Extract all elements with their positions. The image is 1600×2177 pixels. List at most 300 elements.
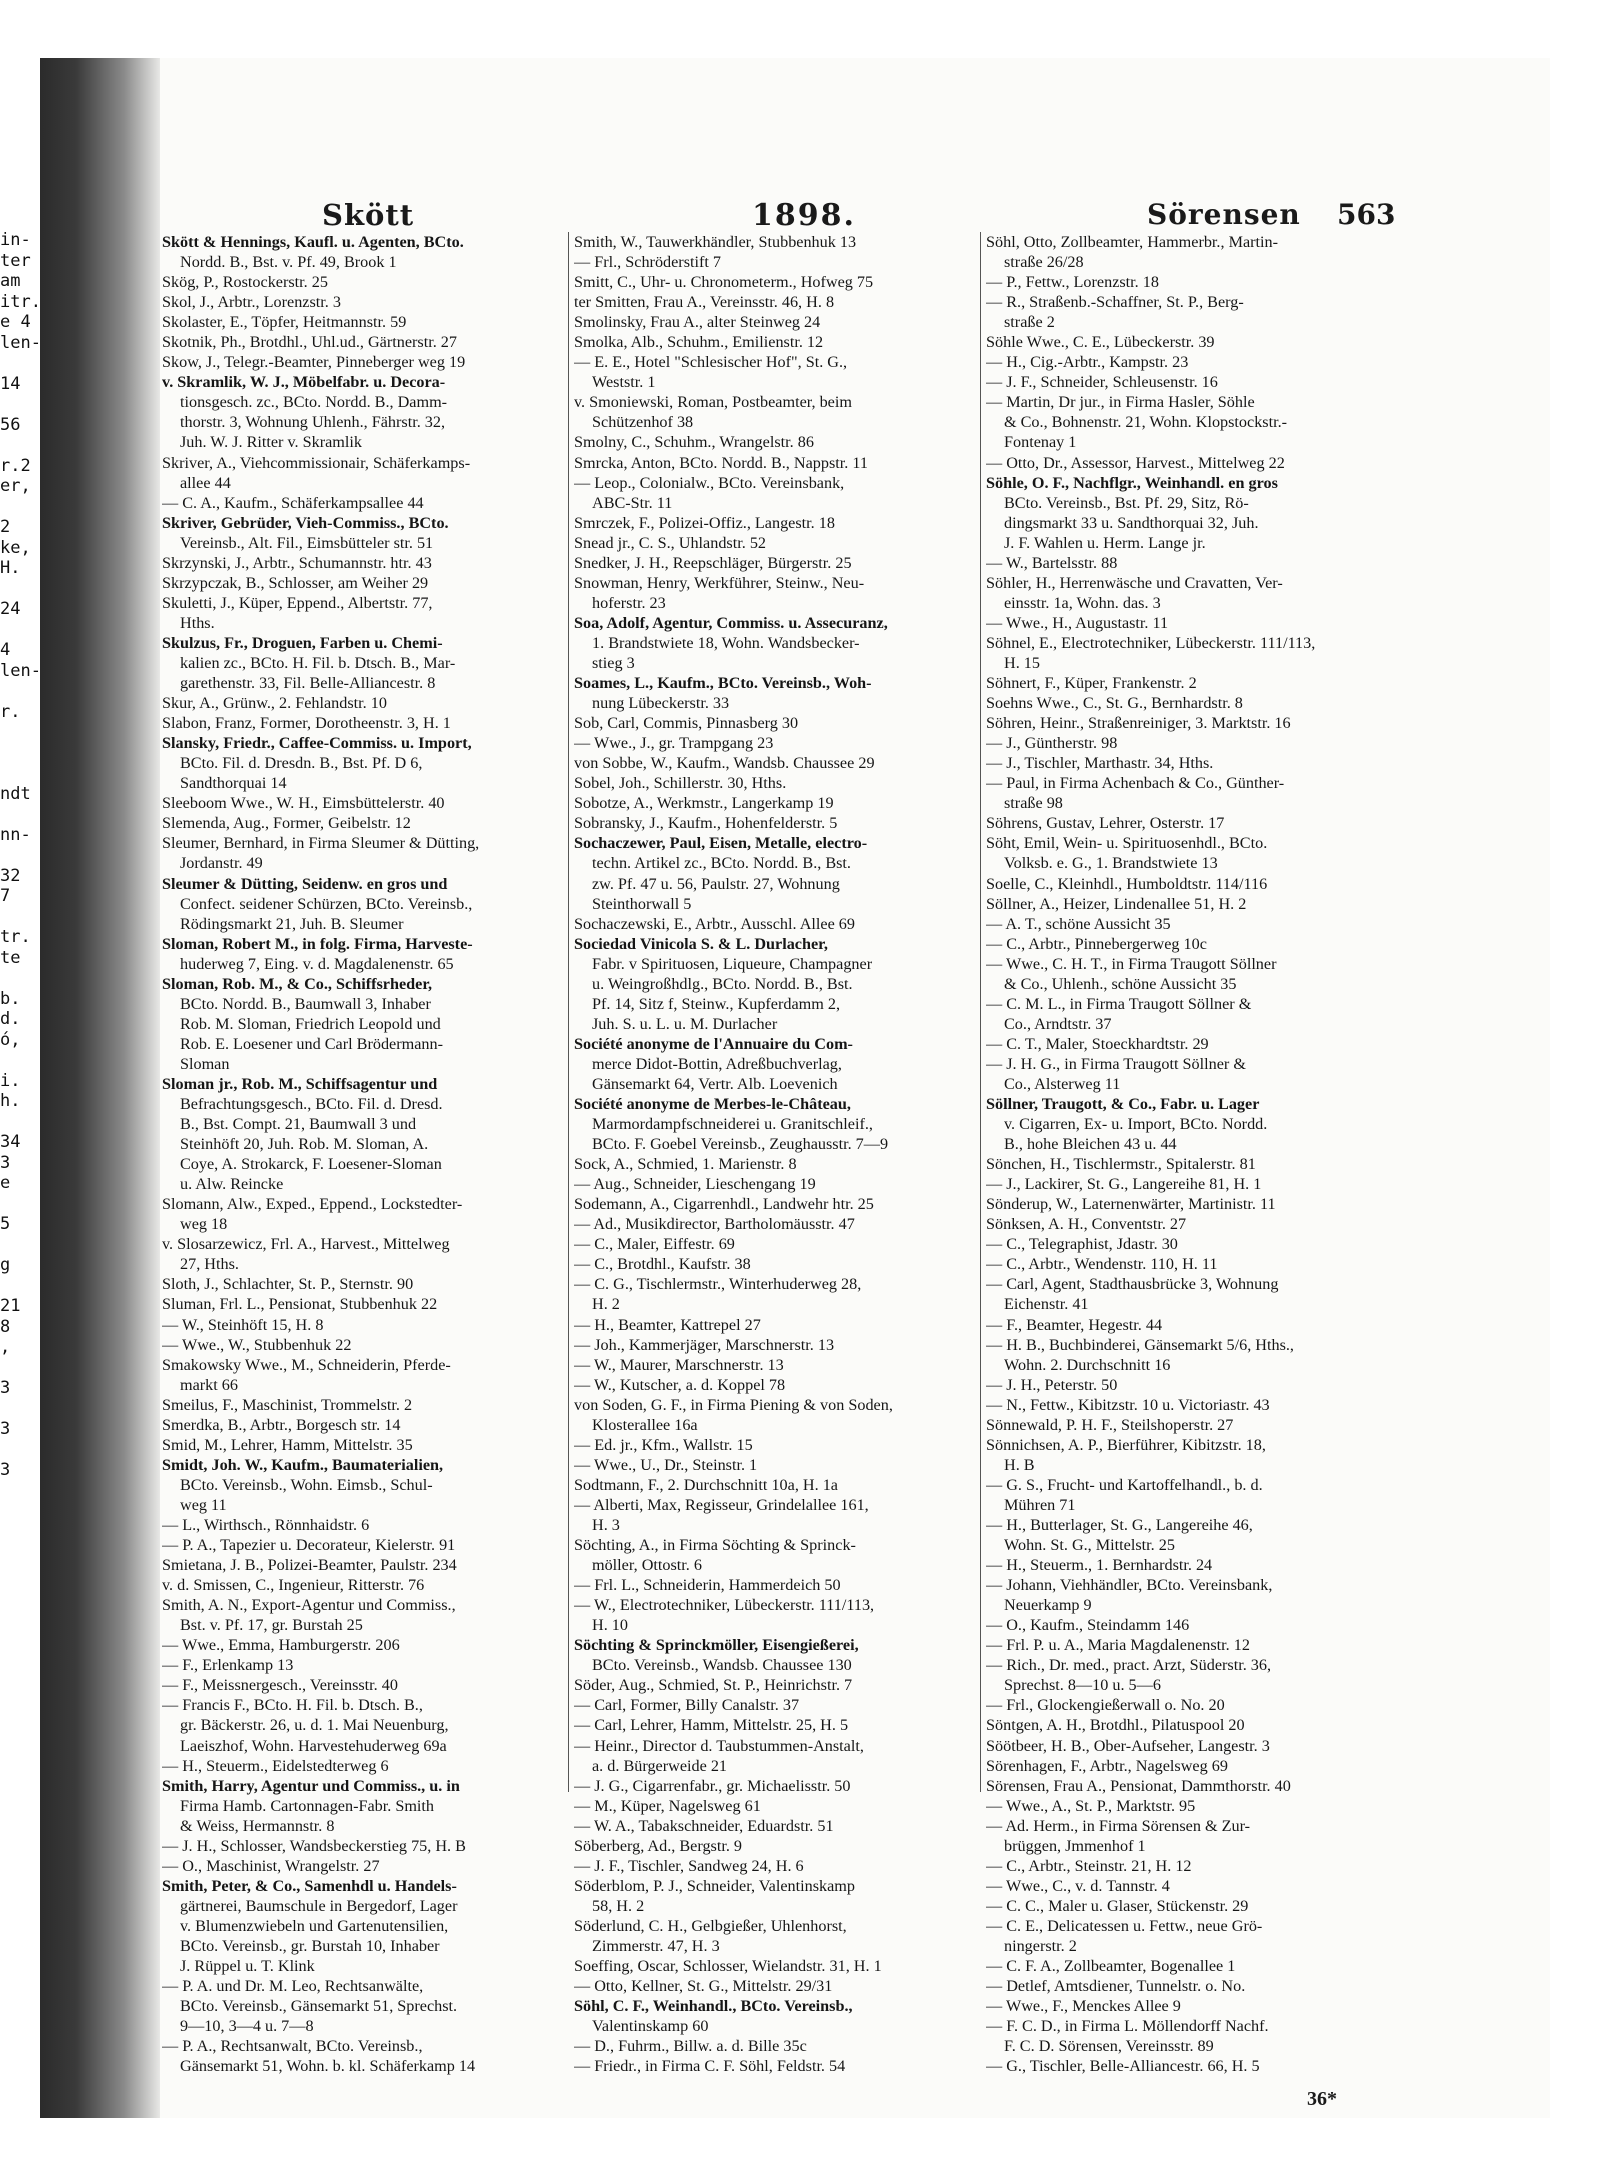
directory-entry: — Frl., Schröderstift 7 [574,253,722,272]
directory-entry: Soa, Adolf, Agentur, Commiss. u. Assecuranz, [574,613,888,632]
directory-entry: — G., Tischler, Belle-Alliancestr. 66, H. 5 [986,2057,1260,2076]
entry-continuation-line: Gänsemarkt 64, Vertr. Alb. Loevenich [592,1074,838,1093]
directory-column-1 [162,232,564,2076]
previous-page-fragment [0,1481,85,1502]
previous-page-fragment: er, [0,476,31,496]
previous-page-fragment [0,743,85,764]
entry-continuation-line: zw. Pf. 47 u. 56, Paulstr. 27, Wohnung [592,874,840,893]
directory-entry: Skrzynski, J., Arbtr., Schumannstr. htr. 43 [162,553,432,572]
directory-entry: Sochaczewer, Paul, Eisen, Metalle, electro- [574,834,868,853]
entry-continuation-line: Nordd. B., Bst. v. Pf. 49, Brook 1 [180,253,397,272]
previous-page-fragment [0,497,85,518]
previous-page-fragment [0,1112,85,1133]
directory-entry: — Wwe., Emma, Hamburgerstr. 206 [162,1636,400,1655]
entry-continuation-line: huderweg 7, Eing. v. d. Magdalenenstr. 65 [180,954,454,973]
entry-continuation-line: straße 2 [1004,313,1055,332]
directory-entry: Söhnel, E., Electrotechniker, Lübeckerstr. 111/113, [986,633,1316,652]
directory-entry: Slabon, Franz, Former, Dorotheenstr. 3, H. 1 [162,714,451,733]
entry-continuation-line: J. F. Wahlen u. Herm. Lange jr. [1004,533,1206,552]
previous-page-fragment: 24 [0,599,21,619]
directory-entry: Sochaczewski, E., Arbtr., Ausschl. Allee 69 [574,914,855,933]
entry-continuation-line: Gänsemarkt 51, Wohn. b. kl. Schäferkamp 14 [180,2057,476,2076]
previous-page-fragment: g [0,1255,11,1275]
directory-entry: — F., Meissnergesch., Vereinsstr. 40 [162,1676,398,1695]
entry-continuation-line: ningerstr. 2 [1004,1936,1077,1955]
directory-entry: Soehns Wwe., C., St. G., Bernhardstr. 8 [986,694,1243,713]
directory-entry: Skol, J., Arbtr., Lorenzstr. 3 [162,293,341,312]
entry-continuation-line: Laeiszhof, Wohn. Harvestehuderweg 69a [180,1736,447,1755]
directory-entry: — Joh., Kammerjäger, Marschnerstr. 13 [574,1335,835,1354]
directory-entry: — Detlef, Amtsdiener, Tunnelstr. o. No. [986,1977,1246,1996]
previous-page-fragment: i. [0,1070,21,1091]
directory-entry: — Ed. jr., Kfm., Wallstr. 15 [574,1435,753,1454]
previous-page-fragment: 3 [0,1460,11,1480]
directory-entry: Sodemann, A., Cigarrenhdl., Landwehr htr. 25 [574,1195,874,1214]
previous-page-fragment [0,968,85,989]
directory-entry: — H., Steuerm., Eidelstedterweg 6 [162,1756,389,1775]
entry-continuation-line: Schützenhof 38 [592,413,694,432]
entry-continuation-line: Sandthorquai 14 [180,774,287,793]
directory-entry: — Wwe., H., Augustastr. 11 [986,613,1169,632]
directory-entry: Söhle, O. F., Nachflgr., Weinhandl. en gros [986,473,1278,492]
header-left-keyword: Skött [322,198,415,232]
entry-continuation-line: Firma Hamb. Cartonnagen-Fabr. Smith [180,1796,435,1815]
directory-entry: Söötbeer, H. B., Ober-Aufseher, Langestr. 3 [986,1736,1270,1755]
entry-continuation-line: H. 10 [592,1616,628,1635]
entry-continuation-line: merce Didot-Bottin, Adreßbuchverlag, [592,1054,842,1073]
directory-entry: Sönksen, A. H., Conventstr. 27 [986,1215,1187,1234]
entry-continuation-line: Volksb. e. G., 1. Brandstwiete 13 [1004,854,1218,873]
entry-continuation-line: 27, Hths. [180,1255,239,1274]
directory-entry: von Sobbe, W., Kaufm., Wandsb. Chaussee 29 [574,754,875,773]
previous-page-fragment [0,435,85,456]
entry-continuation-line: Pf. 14, Sitz f, Steinw., Kupferdamm 2, [592,994,841,1013]
directory-entry: Smeilus, F., Maschinist, Trommelstr. 2 [162,1395,413,1414]
previous-page-fragment: ke, [0,537,31,558]
directory-entry: — H., Beamter, Kattrepel 27 [574,1315,761,1334]
directory-entry: Soeffing, Oscar, Schlosser, Wielandstr. 31, H. 1 [574,1957,882,1976]
entry-continuation-line: Juh. S. u. L. u. M. Durlacher [592,1014,778,1033]
previous-page-fragment: H. [0,558,21,578]
entry-continuation-line: v. Cigarren, Ex- u. Import, BCto. Nordd. [1004,1115,1268,1134]
page-number: 563 [1337,198,1396,231]
entry-continuation-line: Juh. W. J. Ritter v. Skramlik [180,433,362,452]
previous-page-fragment: te [0,947,21,968]
previous-page-fragment [0,763,85,784]
entry-continuation-line: BCto. Vereinsb., gr. Burstah 10, Inhaber [180,1936,440,1955]
directory-entry: Sock, A., Schmied, 1. Marienstr. 8 [574,1155,797,1174]
previous-page-fragment: ó, [0,1029,21,1050]
directory-entry: Smolinsky, Frau A., alter Steinweg 24 [574,313,821,332]
previous-page-fragment: r. [0,701,21,722]
header-year: 1898. [752,198,856,233]
entry-continuation-line: stieg 3 [592,653,635,672]
previous-page-fragment [0,1501,85,1522]
directory-entry: — J. F., Tischler, Sandweg 24, H. 6 [574,1856,804,1875]
previous-page-fragment [0,579,85,600]
previous-page-fragment: 4 [0,640,11,660]
entry-continuation-line: Bst. v. Pf. 17, gr. Burstah 25 [180,1616,363,1635]
directory-entry: Soames, L., Kaufm., BCto. Vereinsb., Woh- [574,674,872,693]
directory-entry: — J., Tischler, Marthastr. 34, Hths. [986,754,1214,773]
previous-page-fragment: 3 [0,1378,11,1398]
directory-entry: Sleeboom Wwe., W. H., Eimsbüttelerstr. 40 [162,794,445,813]
column-divider [980,232,981,1792]
previous-page-fragment: nn- [0,824,31,845]
entry-continuation-line: BCto. Vereinsb., Wohn. Eimsb., Schul- [180,1475,433,1494]
directory-entry: Smith, Peter, & Co., Samenhdl u. Handels- [162,1876,457,1895]
directory-entry: Söder, Aug., Schmied, St. P., Heinrichstr. 7 [574,1676,853,1695]
previous-page-fragment [0,1235,85,1256]
directory-entry: Sönderup, W., Laternenwärter, Martinistr. 11 [986,1195,1276,1214]
entry-continuation-line: Steinhöft 20, Juh. Rob. M. Sloman, A. [180,1135,429,1154]
directory-entry: Skriver, Gebrüder, Vieh-Commiss., BCto. [162,513,449,532]
directory-entry: — C., Arbtr., Steinstr. 21, H. 12 [986,1856,1192,1875]
directory-entry: Snowman, Henry, Werkführer, Steinw., Neu- [574,573,865,592]
directory-entry: Smrcka, Anton, BCto. Nordd. B., Nappstr. 11 [574,453,868,472]
signature-mark: 36* [1307,2088,1337,2110]
directory-entry: — D., Fuhrm., Billw. a. d. Bille 35c [574,2037,807,2056]
entry-continuation-line: H. 15 [1004,653,1040,672]
directory-entry: — E. E., Hotel "Schlesischer Hof", St. G., [574,353,848,372]
directory-entry: — J. H., Peterstr. 50 [986,1375,1118,1394]
previous-page-fragment: 8 [0,1316,11,1337]
entry-continuation-line: kalien zc., BCto. H. Fil. b. Dtsch. B., Mar- [180,653,456,672]
directory-entry: Söhren, Heinr., Straßenreiniger, 3. Marktstr. 16 [986,714,1291,733]
directory-entry: Söhnert, F., Küper, Frankenstr. 2 [986,674,1197,693]
directory-entry: — Leop., Colonialw., BCto. Vereinsbank, [574,473,845,492]
previous-page-fragment: 56 [0,414,21,435]
directory-entry: Söllner, Traugott, & Co., Fabr. u. Lager [986,1095,1260,1114]
entry-continuation-line: Mühren 71 [1004,1495,1076,1514]
directory-entry: Smitt, C., Uhr- u. Chronometerm., Hofweg 75 [574,273,874,292]
previous-page-fragment: r.2 [0,455,31,476]
directory-entry: — Wwe., U., Dr., Steinstr. 1 [574,1455,758,1474]
directory-entry: — Rich., Dr. med., pract. Arzt, Süderstr. 36, [986,1656,1272,1675]
directory-entry: Smietana, J. B., Polizei-Beamter, Paulstr. 234 [162,1556,457,1575]
entry-continuation-line: Weststr. 1 [592,373,656,392]
previous-page-fragment [0,394,85,415]
directory-entry: — P. A., Tapezier u. Decorateur, Kielerstr. 91 [162,1536,456,1555]
entry-continuation-line: weg 18 [180,1215,228,1234]
directory-entry: Skulzus, Fr., Droguen, Farben u. Chemi- [162,633,443,652]
entry-continuation-line: möller, Ottostr. 6 [592,1556,702,1575]
directory-entry: Smerdka, B., Arbtr., Borgesch str. 14 [162,1415,401,1434]
directory-column-3 [986,232,1388,2076]
directory-entry: — C. M. L., in Firma Traugott Söllner & [986,994,1252,1013]
entry-continuation-line: ABC-Str. 11 [592,493,673,512]
previous-page-fragment: , [0,1337,11,1357]
entry-continuation-line: einsstr. 1a, Wohn. das. 3 [1004,593,1161,612]
entry-continuation-line: H. 3 [592,1516,620,1534]
entry-continuation-line: 58, H. 2 [592,1896,645,1915]
directory-entry: Snead jr., C. S., Uhlandstr. 52 [574,533,767,552]
entry-continuation-line: thorstr. 3, Wohnung Uhlenh., Fährstr. 32, [180,413,446,432]
directory-entry: Sleumer & Dütting, Seidenw. en gros und [162,874,448,893]
entry-continuation-line: Co., Arndtstr. 37 [1004,1014,1112,1033]
directory-entry: — A. T., schöne Aussicht 35 [986,914,1171,933]
directory-entry: Sloman, Robert M., in folg. Firma, Harveste- [162,934,473,953]
entry-continuation-line: Fontenay 1 [1004,433,1077,452]
directory-entry: — P. A. und Dr. M. Leo, Rechtsanwälte, [162,1977,424,1996]
directory-entry: Smidt, Joh. W., Kaufm., Baumaterialien, [162,1455,444,1474]
previous-page-fragment: 5 [0,1214,11,1234]
directory-entry: Sönchen, H., Tischlermstr., Spitalerstr. 81 [986,1155,1256,1174]
entry-continuation-line: Marmordampfschneiderei u. Granitschleif., [592,1115,873,1134]
directory-entry: Sobel, Joh., Schillerstr. 30, Hths. [574,774,787,793]
directory-entry: — C., Arbtr., Pinnebergerweg 10c [986,934,1207,953]
previous-page-fragment: e 4 [0,312,31,332]
directory-entry: — Wwe., C., v. d. Tannstr. 4 [986,1876,1170,1895]
previous-page-fragment [0,1276,85,1297]
entry-continuation-line: & Co., Uhlenh., schöne Aussicht 35 [1004,974,1237,993]
directory-entry: Sobotze, A., Werkmstr., Langerkamp 19 [574,794,834,813]
directory-entry: — C. C., Maler u. Glaser, Stückenstr. 29 [986,1896,1249,1915]
directory-entry: Sodtmann, F., 2. Durchschnitt 10a, H. 1a [574,1475,838,1494]
directory-entry: — Ad. Herm., in Firma Sörensen & Zur- [986,1816,1251,1835]
directory-entry: Sloman, Rob. M., & Co., Schiffsrheder, [162,974,433,993]
previous-page-fragment: b. [0,988,21,1009]
previous-page-fragment [0,1399,85,1420]
directory-entry: — Otto, Dr., Assessor, Harvest., Mittelweg 22 [986,453,1285,472]
previous-page-fragment: ndt [0,783,31,804]
directory-entry: — Alberti, Max, Regisseur, Grindelallee 161, [574,1495,869,1514]
directory-entry: — Ad., Musikdirector, Bartholomäusstr. 47 [574,1215,855,1234]
directory-entry: — C. G., Tischlermstr., Winterhuderweg 28, [574,1275,862,1294]
directory-entry: — Francis F., BCto. H. Fil. b. Dtsch. B., [162,1696,423,1715]
entry-continuation-line: a. d. Bürgerweide 21 [592,1756,728,1775]
directory-entry: Söderblom, P. J., Schneider, Valentinskamp [574,1876,855,1895]
entry-continuation-line: brüggen, Jmmenhof 1 [1004,1836,1146,1855]
entry-continuation-line: 1. Brandstwiete 18, Wohn. Wandsbecker- [592,633,860,652]
entry-continuation-line: Vereinsb., Alt. Fil., Eimsbütteler str. 51 [180,533,434,552]
directory-entry: Söht, Emil, Wein- u. Spirituosenhdl., BCto. [986,834,1268,853]
entry-continuation-line: nung Lübeckerstr. 33 [592,694,730,713]
entry-continuation-line: Rödingsmarkt 21, Juh. B. Sleumer [180,914,404,933]
directory-column-2 [574,232,976,2076]
directory-entry: — Frl. P. u. A., Maria Magdalenenstr. 12 [986,1636,1250,1655]
entry-continuation-line: gärtnerei, Baumschule in Bergedorf, Lager [180,1896,458,1915]
directory-entry: Söhl, Otto, Zollbeamter, Hammerbr., Martin- [986,233,1279,251]
directory-entry: Söderlund, C. H., Gelbgießer, Uhlenhorst, [574,1916,847,1935]
directory-entry: Slomann, Alw., Exped., Eppend., Lockstedter- [162,1195,463,1214]
directory-entry: v. Skramlik, W. J., Möbelfabr. u. Decora- [162,373,446,392]
directory-entry: Snedker, J. H., Reepschläger, Bürgerstr. 25 [574,553,852,572]
previous-page-fragment: 14 [0,373,21,394]
previous-page-fragment [0,1522,85,1543]
directory-entry: — J. H., Schlosser, Wandsbeckerstieg 75, H. B [162,1836,466,1855]
entry-continuation-line: straße 98 [1004,794,1063,813]
previous-page-fragment [0,845,85,866]
directory-entry: Söchting & Sprinckmöller, Eisengießerei, [574,1636,859,1655]
entry-continuation-line: allee 44 [180,473,231,492]
directory-entry: Söhle Wwe., C. E., Lübeckerstr. 39 [986,333,1215,352]
directory-entry: Société anonyme de Merbes-le-Château, [574,1095,851,1114]
entry-continuation-line: Klosterallee 16a [592,1415,698,1434]
directory-entry: — Frl. L., Schneiderin, Hammerdeich 50 [574,1576,841,1595]
directory-entry: — H., Steuerm., 1. Bernhardstr. 24 [986,1556,1213,1575]
entry-continuation-line: hoferstr. 23 [592,593,666,612]
entry-continuation-line: Eichenstr. 41 [1004,1295,1089,1314]
directory-entry: — C. E., Delicatessen u. Fettw., neue Grö- [986,1916,1263,1935]
directory-entry: Sörenhagen, F., Arbtr., Nagelsweg 69 [986,1756,1228,1775]
directory-entry: — P., Fettw., Lorenzstr. 18 [986,273,1159,292]
previous-page-fragment: 32 [0,865,21,886]
entry-continuation-line: Steinthorwall 5 [592,894,692,913]
directory-entry: Sloman jr., Rob. M., Schiffsagentur und [162,1074,438,1093]
directory-entry: — Carl, Agent, Stadthausbrücke 3, Wohnung [986,1275,1279,1294]
previous-page-fragment: e [0,1173,11,1193]
directory-entry: — O., Kaufm., Steindamm 146 [986,1616,1190,1635]
directory-entry: Smith, Harry, Agentur und Commiss., u. in [162,1776,460,1795]
previous-page-fragment [0,907,85,928]
directory-entry: — J., Lackirer, St. G., Langereihe 81, H. 1 [986,1175,1262,1194]
directory-entry: — C., Arbtr., Wendenstr. 110, H. 11 [986,1255,1218,1274]
directory-entry: v. Smoniewski, Roman, Postbeamter, beim [574,393,852,412]
entry-continuation-line: straße 26/28 [1004,253,1084,272]
directory-entry: Sönnewald, P. H. F., Steilshoperstr. 27 [986,1415,1234,1434]
directory-entry: Smakowsky Wwe., M., Schneiderin, Pferde- [162,1355,451,1374]
entry-continuation-line: tionsgesch. zc., BCto. Nordd. B., Damm- [180,393,448,412]
directory-entry: — Wwe., W., Stubbenhuk 22 [162,1335,352,1354]
directory-entry: — M., Küper, Nagelsweg 61 [574,1796,761,1815]
directory-entry: Smid, M., Lehrer, Hamm, Mittelstr. 35 [162,1435,413,1454]
directory-entry: — Wwe., C. H. T., in Firma Traugott Söllner [986,954,1277,973]
entry-continuation-line: 9—10, 3—4 u. 7—8 [180,2017,314,2036]
entry-continuation-line: v. Blumenzwiebeln und Gartenutensilien, [180,1916,449,1935]
directory-entry: Skuletti, J., Küper, Eppend., Albertstr. 77, [162,593,433,612]
directory-entry: — W., Steinhöft 15, H. 8 [162,1315,324,1334]
directory-entry: — W. A., Tabakschneider, Eduardstr. 51 [574,1816,834,1835]
directory-entry: — Aug., Schneider, Lieschengang 19 [574,1175,816,1194]
previous-page-fragment: 21 [0,1296,21,1316]
directory-entry: Skrzypczak, B., Schlosser, am Weiher 29 [162,573,429,592]
directory-entry: — Carl, Former, Billy Canalstr. 37 [574,1696,800,1715]
directory-entry: Smith, W., Tauwerkhändler, Stubbenhuk 13 [574,233,857,251]
entry-continuation-line: Rob. E. Loesener und Carl Brödermann- [180,1034,443,1053]
previous-page-fragment [0,1050,85,1071]
directory-entry: — Friedr., in Firma C. F. Söhl, Feldstr. 54 [574,2057,846,2076]
entry-continuation-line: weg 11 [180,1495,227,1514]
previous-page-fragment: am [0,271,21,291]
previous-page-fragment: in- [0,230,31,250]
entry-continuation-line: Wohn. 2. Durchschnitt 16 [1004,1355,1171,1374]
directory-entry: Skött & Hennings, Kaufl. u. Agenten, BCto. [162,233,464,251]
directory-entry: Sloth, J., Schlachter, St. P., Sternstr. 90 [162,1275,414,1294]
header-right-keyword: Sörensen [1147,198,1301,231]
previous-page-fragment: itr. [0,291,41,312]
previous-page-fragment [0,1194,85,1215]
directory-entry: — G. S., Frucht- und Kartoffelhandl., b. d. [986,1475,1263,1494]
directory-entry: ter Smitten, Frau A., Vereinsstr. 46, H. 8 [574,293,835,312]
directory-page [162,0,1422,2177]
directory-entry: Smrczek, F., Polizei-Offiz., Langestr. 18 [574,513,835,532]
directory-entry: Slansky, Friedr., Caffee-Commiss. u. Import, [162,734,472,753]
directory-entry: — Carl, Lehrer, Hamm, Mittelstr. 25, H. 5 [574,1716,849,1735]
previous-page-fragment [0,804,85,825]
entry-continuation-line: BCto. Vereinsb., Bst. Pf. 29, Sitz, Rö- [1004,493,1249,512]
entry-continuation-line: u. Alw. Reincke [180,1175,284,1194]
directory-entry: Söchting, A., in Firma Söchting & Sprinck- [574,1536,856,1555]
directory-entry: — J. F., Schneider, Schleusenstr. 16 [986,373,1218,392]
entry-continuation-line: H. 2 [592,1295,620,1314]
directory-entry: v. Slosarzewicz, Frl. A., Harvest., Mittelweg [162,1235,450,1254]
directory-entry: Sob, Carl, Commis, Pinnasberg 30 [574,714,799,733]
directory-entry: — Wwe., F., Menckes Allee 9 [986,1997,1181,2016]
previous-page-fragment [0,620,85,641]
previous-page-fragment [0,722,85,743]
entry-continuation-line: B., Bst. Compt. 21, Baumwall 3 und [180,1115,417,1134]
previous-page-fragment: ter [0,250,31,271]
directory-entry: Skow, J., Telegr.-Beamter, Pinneberger weg 19 [162,353,466,372]
directory-entry: Sobransky, J., Kaufm., Hohenfelderstr. 5 [574,814,838,833]
column-divider [568,232,569,1792]
entry-continuation-line: BCto. Vereinsb., Gänsemarkt 51, Sprechst. [180,1997,458,2016]
directory-entry: v. d. Smissen, C., Ingenieur, Ritterstr. 76 [162,1576,425,1595]
entry-continuation-line: techn. Artikel zc., BCto. Nordd. B., Bst. [592,854,851,873]
entry-continuation-line: BCto. F. Goebel Vereinsb., Zeughausstr. 7—9 [592,1135,889,1154]
directory-entry: Söhl, C. F., Weinhandl., BCto. Vereinsb., [574,1997,853,2016]
entry-continuation-line: BCto. Fil. d. Dresdn. B., Bst. Pf. D 6, [180,754,423,773]
directory-entry: — W., Bartelsstr. 88 [986,553,1118,572]
directory-entry: — Otto, Kellner, St. G., Mittelstr. 29/31 [574,1977,833,1996]
previous-page-fragment [0,1440,85,1461]
entry-continuation-line: J. Rüppel u. T. Klink [180,1957,315,1976]
directory-entry: Smolka, Alb., Schuhm., Emilienstr. 12 [574,333,824,352]
directory-entry: Skriver, A., Viehcommissionair, Schäferkamps- [162,453,471,472]
previous-page-fragment: len- [0,332,41,353]
entry-continuation-line: & Co., Bohnenstr. 21, Wohn. Klopstockstr.- [1004,413,1288,432]
entry-continuation-line: u. Weingroßhdlg., BCto. Nordd. B., Bst. [592,974,853,993]
entry-continuation-line: Jordanstr. 49 [180,854,263,873]
directory-entry: Söntgen, A. H., Brotdhl., Pilatuspool 20 [986,1716,1245,1735]
directory-entry: Söhrens, Gustav, Lehrer, Osterstr. 17 [986,814,1225,833]
directory-entry: — F., Beamter, Hegestr. 44 [986,1315,1163,1334]
previous-page-fragment: 7 [0,886,11,906]
entry-continuation-line: Co., Alsterweg 11 [1004,1074,1121,1093]
entry-continuation-line: Sloman [180,1054,230,1073]
directory-entry: — C. T., Maler, Stoeckhardtstr. 29 [986,1034,1209,1053]
directory-entry: — F., Erlenkamp 13 [162,1656,294,1675]
directory-entry: — H., Butterlager, St. G., Langereihe 46, [986,1516,1253,1534]
previous-page-fragment: tr. [0,927,31,947]
directory-entry: Smolny, C., Schuhm., Wrangelstr. 86 [574,433,814,452]
entry-continuation-line: Valentinskamp 60 [592,2017,709,2036]
directory-entry: Skög, P., Rostockerstr. 25 [162,273,328,292]
entry-continuation-line: Neuerkamp 9 [1004,1596,1092,1615]
previous-page-fragment [0,681,85,702]
directory-entry: Skur, A., Grünw., 2. Fehlandstr. 10 [162,694,387,713]
directory-entry: — Martin, Dr jur., in Firma Hasler, Söhle [986,393,1255,412]
directory-entry: — C., Brotdhl., Kaufstr. 38 [574,1255,751,1274]
directory-entry: Skotnik, Ph., Brotdhl., Uhl.ud., Gärtnerstr. 27 [162,333,457,352]
directory-entry: — J., Güntherstr. 98 [986,734,1118,753]
directory-entry: — H., Cig.-Arbtr., Kampstr. 23 [986,353,1189,372]
previous-page-fragment: len- [0,660,41,681]
directory-entry: Société anonyme de l'Annuaire du Com- [574,1034,853,1053]
directory-entry: — Heinr., Director d. Taubstummen-Anstalt, [574,1736,864,1755]
directory-entry: — Frl., Glockengießerwall o. No. 20 [986,1696,1225,1715]
directory-entry: — Johann, Viehhändler, BCto. Vereinsbank, [986,1576,1273,1595]
directory-entry: — O., Maschinist, Wrangelstr. 27 [162,1856,380,1875]
previous-page-fragment: 2 [0,517,11,537]
previous-page-fragment [0,1358,85,1379]
directory-entry: — Wwe., J., gr. Trampgang 23 [574,734,774,753]
entry-continuation-line: gr. Bäckerstr. 26, u. d. 1. Mai Neuenburg, [180,1716,449,1735]
directory-entry: Skolaster, E., Töpfer, Heitmannstr. 59 [162,313,407,332]
entry-continuation-line: BCto. Vereinsb., Wandsb. Chaussee 130 [592,1656,852,1675]
previous-page-fragment [0,353,85,374]
